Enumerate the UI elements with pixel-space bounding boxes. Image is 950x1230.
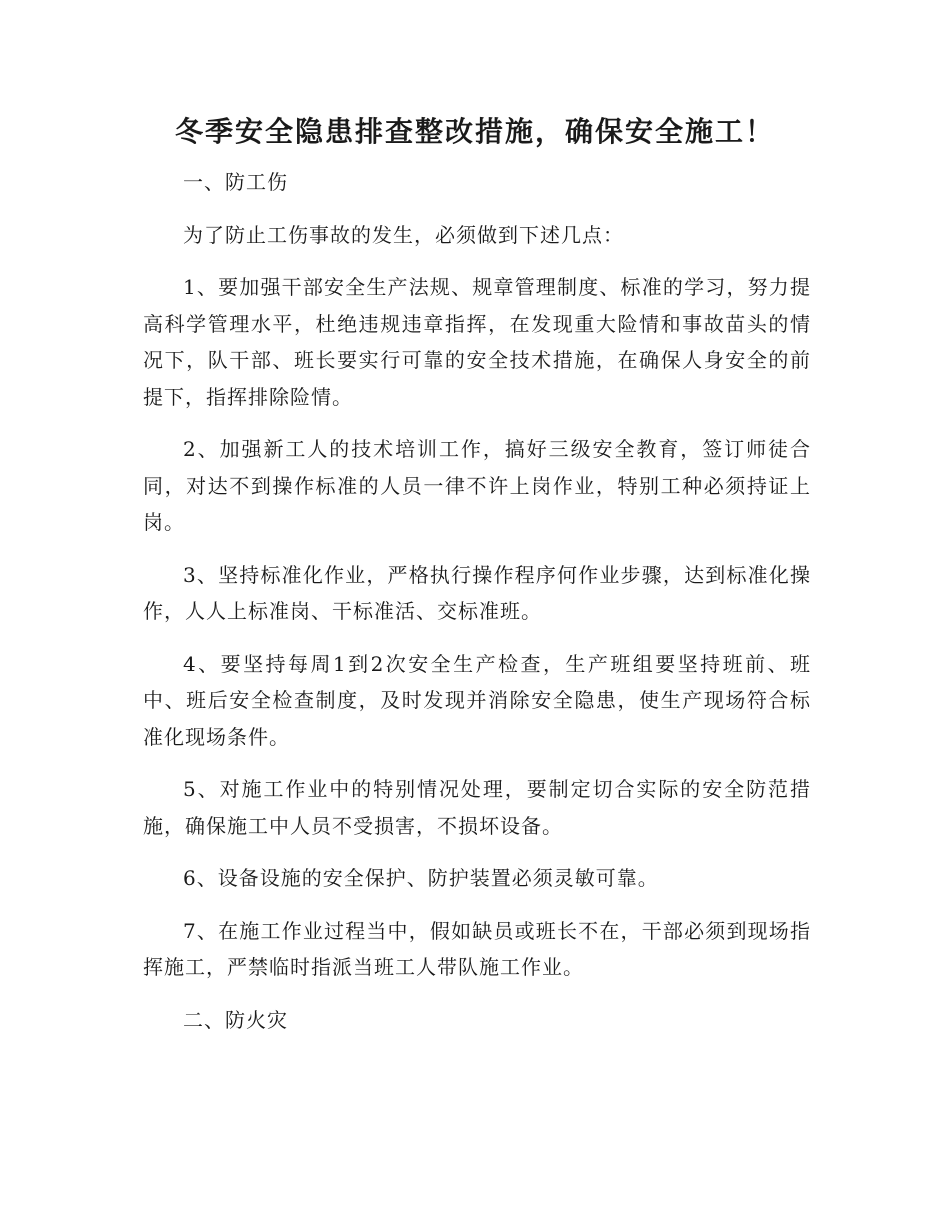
list-item-4: 4、要坚持每周1到2次安全生产检查，生产班组要坚持班前、班中、班后安全检查制度，及时发现并消除安全隐患，使生产现场符合标准化现场条件。 bbox=[143, 651, 811, 749]
section-heading-fire: 二、防火灾 bbox=[183, 1007, 288, 1032]
document-body bbox=[143, 164, 811, 1054]
intro-paragraph: 为了防止工伤事故的发生，必须做到下述几点： bbox=[183, 222, 624, 247]
list-item-2: 2、加强新工人的技术培训工作，搞好三级安全教育，签订师徒合同，对达不到操作标准的人员一律不许上岗作业，特别工种必须持证上岗。 bbox=[143, 437, 811, 534]
section-heading-work-injury: 一、防工伤 bbox=[183, 170, 288, 194]
list-item-1: 1、要加强干部安全生产法规、规章管理制度、标准的学习，努力提高科学管理水平，杜绝违规违章指挥，在发现重大险情和事故苗头的情况下，队干部、班长要实行可靠的安全技术措施，在确保人身安全的前提下，指挥排除险情。 bbox=[143, 275, 811, 409]
list-item-6: 6、设备设施的安全保护、防护装置必须灵敏可靠。 bbox=[183, 866, 659, 890]
list-item-5: 5、对施工作业中的特别情况处理，要制定切合实际的安全防范措施，确保施工中人员不受损害，不损坏设备。 bbox=[143, 777, 811, 838]
list-item-7: 7、在施工作业过程当中，假如缺员或班长不在，干部必须到现场指挥施工，严禁临时指派当班工人带队施工作业。 bbox=[143, 918, 811, 979]
document-title: 冬季安全隐患排查整改措施，确保安全施工！ bbox=[174, 115, 775, 148]
list-item-3: 3、坚持标准化作业，严格执行操作程序何作业步骤，达到标准化操作，人人上标准岗、干标准活、交标准班。 bbox=[143, 562, 811, 623]
